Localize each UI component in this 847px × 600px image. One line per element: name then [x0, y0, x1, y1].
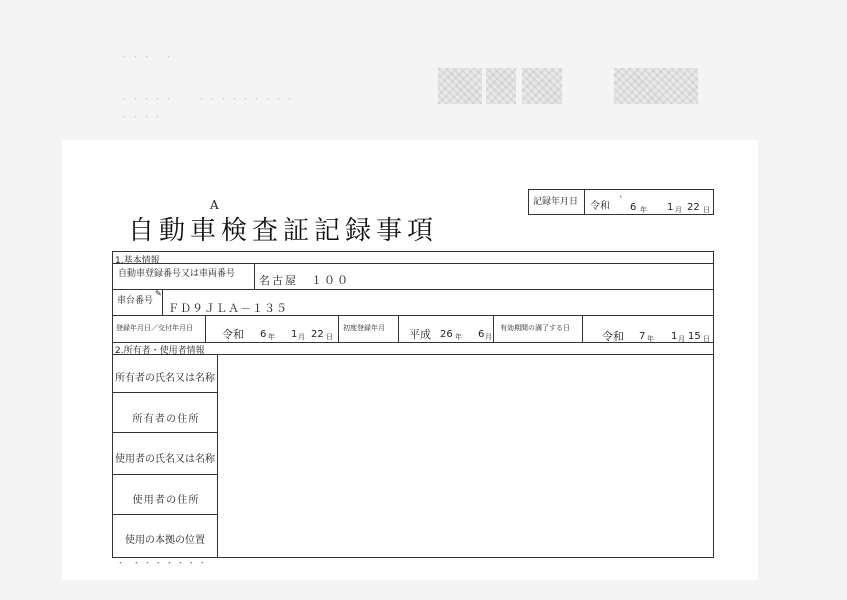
user-address-label: 使 用 者 の 住 所 [132, 495, 198, 506]
expiry-day-unit: 日 [703, 335, 710, 343]
section1-heading: 1.基本情報 [115, 256, 160, 266]
chassis-divider [162, 289, 163, 315]
issue-year-unit: 年 [268, 333, 275, 341]
document-title: 自動車検査証記録事項 [128, 216, 439, 246]
expiry-label: 有効期間の満了する日 [500, 324, 570, 332]
first-reg-year: 26 [440, 329, 453, 340]
record-date-label: 記録年月日 [533, 197, 579, 207]
s2-heading-line [112, 354, 714, 355]
first-reg-left [338, 315, 339, 342]
owner-name-label: 所有者の氏名又は名称 [115, 373, 215, 384]
record-date-month: 1 [667, 202, 674, 213]
first-reg-divider [398, 315, 399, 342]
owner-row-line-1 [112, 392, 218, 393]
issue-day-unit: 日 [326, 333, 333, 341]
reg-number-label: 自動車登録番号又は車両番号 [118, 269, 236, 279]
record-date-day-unit: 日 [703, 206, 710, 214]
frame-left [112, 251, 113, 557]
faint-text-mid: ・・・・・ ・・・・・・・・・ [120, 95, 297, 105]
faint-text-low: ・・・・ [120, 113, 165, 123]
record-date-year: 6 [630, 202, 637, 213]
expiry-day: 15 [688, 331, 701, 342]
section2-heading: 2.所有者・使用者情報 [115, 346, 205, 356]
issue-year: 6 [260, 329, 267, 340]
s1-line-2 [112, 289, 714, 290]
owner-row-line-4 [112, 514, 218, 515]
chassis-mark: ✎ [155, 289, 162, 298]
redacted-block-1 [438, 68, 482, 104]
expiry-year-unit: 年 [647, 335, 654, 343]
cutoff-next-section: ・ ・・・・・・・ [116, 559, 209, 569]
owner-address-label: 所 有 者 の 住 所 [132, 414, 198, 425]
owner-row-line-3 [112, 474, 218, 475]
expiry-left [493, 315, 494, 342]
frame-right [713, 251, 714, 557]
first-reg-month-unit: 月 [485, 333, 492, 341]
expiry-month: 1 [671, 331, 678, 342]
expiry-era: 令和 [602, 330, 624, 343]
issue-month-unit: 月 [298, 333, 305, 341]
record-date-year-unit: 年 [640, 206, 647, 214]
first-reg-label: 初度登録年月 [343, 324, 385, 332]
owner-row-line-2 [112, 432, 218, 433]
chassis-value: ＦＤ９ＪＬＡ－１３５ [168, 302, 288, 315]
user-name-label: 使用者の氏名又は名称 [115, 454, 215, 465]
issue-era: 令和 [222, 328, 244, 341]
s1-line-3 [112, 315, 714, 316]
faint-text-top: ・・・ ・ [120, 53, 176, 63]
frame-top [112, 251, 714, 252]
first-reg-year-unit: 年 [455, 333, 462, 341]
redacted-block-2 [486, 68, 516, 104]
expiry-month-unit: 月 [678, 335, 685, 343]
base-location-label: 使用の本拠の位置 [125, 535, 205, 546]
redacted-block-4 [614, 68, 698, 104]
chassis-label: 車台番号 [117, 296, 154, 306]
record-date-month-unit: 月 [675, 206, 682, 214]
s2-bottom [112, 557, 714, 558]
issue-label: 登録年月日／交付年月日 [116, 324, 193, 332]
issue-day: 22 [311, 329, 324, 340]
record-date-day: 22 [687, 202, 700, 213]
record-date-divider [584, 189, 585, 215]
first-reg-era: 平成 [409, 328, 431, 341]
reg-divider [254, 263, 255, 289]
record-date-era: 令和 [590, 201, 610, 212]
s1-line-1 [112, 263, 714, 264]
issue-divider [205, 315, 206, 342]
corner-mark: A [210, 198, 219, 212]
issue-month: 1 [291, 329, 298, 340]
first-reg-month: 6 [478, 329, 485, 340]
record-date-tick: ` [619, 196, 624, 206]
owner-label-divider [217, 354, 218, 557]
expiry-year: 7 [639, 331, 646, 342]
expiry-divider [582, 315, 583, 342]
redacted-block-3 [522, 68, 562, 104]
reg-number-value: 名古屋 １００ [259, 274, 350, 287]
